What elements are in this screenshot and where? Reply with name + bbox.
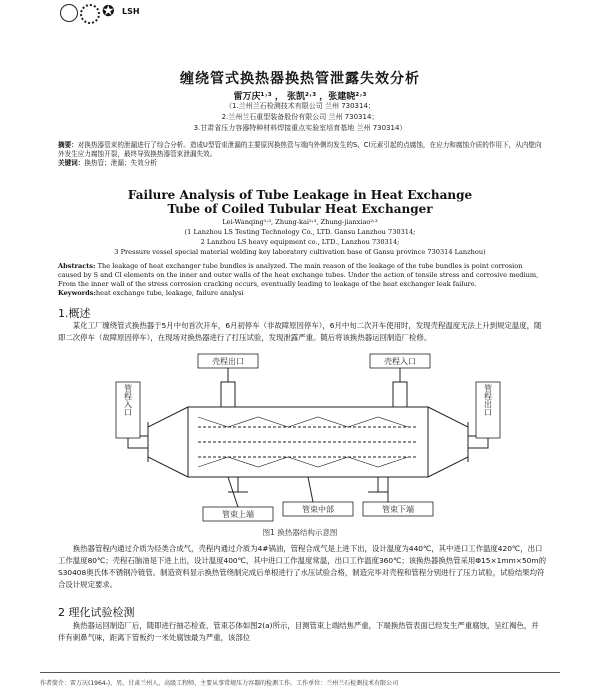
abstract-en — [58, 262, 546, 298]
shell-inlet-nozzle — [393, 382, 407, 407]
section-1-heading: 1.概述 — [58, 307, 91, 320]
header-logos — [60, 4, 144, 22]
paper-title-en-1: Failure Analysis of Tube Leakage in Heat Exchange — [127, 188, 473, 202]
svg-text:管束上端: 管束上端 — [222, 510, 254, 519]
affiliation-en-2: 2 Lanzhou LS heavy equipment co., LTD., Lanzhou 730314; — [200, 238, 400, 246]
svg-text:壳程入口: 壳程入口 — [384, 357, 416, 366]
company-logo: LSH — [122, 7, 140, 16]
gear-logo-icon — [80, 4, 100, 24]
heat-exchanger-diagram — [88, 352, 528, 537]
keywords-cn: 换热管；泄漏；失效分析 — [84, 159, 157, 167]
abstract-cn-label: 摘要： — [58, 141, 78, 149]
label-bundle-mid — [283, 502, 353, 516]
label-shell-in — [370, 354, 430, 368]
left-cone — [148, 407, 188, 477]
tube-bundle — [198, 427, 418, 457]
keywords-en: heat exchange tube, leakage, failure analysi — [95, 289, 244, 297]
affiliation-cn-1: （1.兰州兰石检测技术有限公司 兰州 730314； — [225, 102, 375, 110]
abstract-cn — [58, 141, 546, 168]
label-shell-out — [198, 354, 258, 368]
keywords-cn-label: 关键词： — [58, 159, 85, 167]
footnote: 作者简介：雷万庆(1964-)，男，甘肃兰州人，高级工程师，主要从事常规压力容器的检测工作。工作单位：兰州兰石检测技术有限公司 — [40, 680, 399, 687]
star-logo-icon: ✪ — [102, 2, 115, 20]
svg-text:管程入口: 管程入口 — [123, 384, 133, 416]
footnote-rule — [40, 672, 560, 673]
svg-text:管程出口: 管程出口 — [483, 384, 493, 416]
paragraph-2: 换热器管程内通过介质为烃类合成气，壳程内通过介质为4#锅油，管程合成气是上进下出，设计温度为440℃，其中进口工作温度420℃，出口工作温度80℃；壳程石脑油是下进上出，设计温度400℃，其中进口工作温度常温，出口工作温度360℃；该换热器换热管采用Φ15×1mm×50m的S30408奥氏体不锈钢冷链管。制造资料显示换热管绕制完成后单根进行了水压试验合格，制造完毕对壳程和管程分别进行了压力试验，试验结果均符合设计规定要求。 — [58, 544, 546, 589]
label-tube-out — [476, 382, 500, 438]
abstract-en-text: The leakage of heat exchanger tube bundles is analyzed. The main reason of the leakage of the tube bundles is point corrosion caused by S and Cl elements on the inner and outer walls of the heat exchange tubes. Under the action of tensile stress and corrosive medium, From the inner wall of the stress corrosion cracking occurs, eventually leading to leakage of the heat exchanger leak failure. — [58, 262, 539, 288]
svg-text:管束中部: 管束中部 — [302, 505, 334, 514]
label-tube-in — [116, 382, 140, 438]
keywords-en-label: Keywords: — [58, 289, 96, 297]
section-2-heading: 2 理化试验检测 — [58, 606, 135, 619]
affiliation-en-3: 3 Pressure vessel special material welding key laboratory cultivation base of Gansu province 730314 Lanzhou) — [114, 248, 486, 256]
label-bundle-top — [203, 507, 273, 521]
section-2-text: 换热器运回制造厂后，随即进行抽芯检查，管束芯体如图2(a)所示，目测管束上端结焦严重，下端换热管表面已经发生严重腐蚀，呈红褐色，并伴有刺鼻气味，距离下管板约一米处腐蚀最为严重，该部位 — [58, 621, 539, 642]
affiliation-cn-2: 2.兰州兰石重型装备股份有限公司 兰州 730314； — [221, 113, 379, 121]
authors-en: Lei-Wanqing¹˒³, Zhung-kai²˒³, Zhung-jianxiao²˒³ — [222, 218, 378, 226]
abstract-en-label: Abstracts: — [58, 262, 96, 270]
svg-text:管束下端: 管束下端 — [382, 505, 414, 514]
affiliation-en-1: (1 Lanzhou LS Testing Technology Co., LTD. Gansu Lanzhou 730314; — [184, 228, 416, 236]
abstract-cn-text: 对换热器管束的泄漏进行了综合分析。造成U型管束泄漏的主要原因换热管与端内外侧均发生的S、Cl元素引起的点腐蚀，在应力和腐蚀介质的作用下，从内壁向外发生应力腐蚀开裂，最终导致换热器管束泄漏失效。 — [58, 141, 542, 158]
section-1-text: 某化工厂缠绕管式换热器于5月中旬首次开车，6月初停车（非故障原因停车），6月中旬二次开车使用时，发现壳程温度无法上升到规定温度，随即二次停车（故障原因停车），在现场对换热器进行了打压试验，发现泄露严重。随后将该换热器运回制造厂检修。 — [58, 321, 542, 342]
paper-title-en-2: Tube of Coiled Tubular Heat Exchanger — [167, 202, 433, 216]
svg-text:壳程出口: 壳程出口 — [212, 357, 244, 366]
right-cone — [428, 407, 468, 477]
authors-cn: 雷万庆¹˒³ ， 张凯²˒³ ，张建晓²˒³ — [233, 92, 367, 102]
figure-caption: 图1 换热器结构示意图 — [262, 528, 338, 537]
label-bundle-bottom — [363, 502, 433, 516]
paper-title-cn: 缠绕管式换热器换热管泄露失效分析 — [180, 71, 420, 87]
logo-icon — [60, 4, 78, 22]
affiliation-cn-3: 3.甘肃省压力容器特种材料焊接重点实验室培育基地 兰州 730314） — [193, 124, 407, 132]
shell-outlet-nozzle — [221, 382, 235, 407]
